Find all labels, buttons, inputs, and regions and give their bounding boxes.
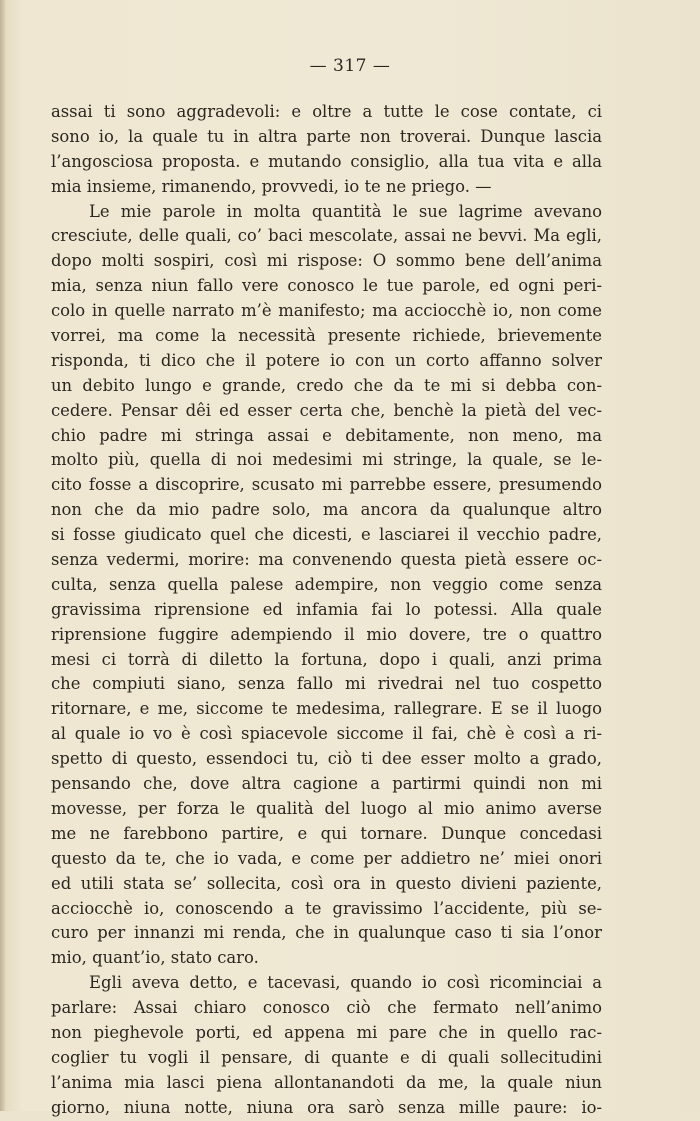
text-line: non pieghevole porti, ed appena mi pare che in quello rac-	[51, 1022, 602, 1042]
text-line: spetto di questo, essendoci tu, ciò ti dee esser molto a grado,	[51, 749, 602, 769]
text-line: cresciute, delle quali, co’ baci mescolate, assai ne bevvi. Ma egli,	[51, 226, 602, 246]
text-line: si fosse giudicato quel che dicesti, e lasciarei il vecchio padre,	[51, 525, 602, 545]
text-line: mia, senza niun fallo vere conosco le tue parole, ed ogni peri-	[51, 276, 602, 296]
text-line: dopo molti sospiri, così mi rispose: O sommo bene dell’anima	[51, 251, 602, 271]
page-number: — 317 —	[309, 56, 391, 76]
text-line: assai ti sono aggradevoli: e oltre a tutte le cose contate, ci	[51, 102, 602, 121]
text-line: mesi ci torrà di diletto la fortuna, dopo i quali, anzi prima	[51, 649, 602, 669]
text-line: l’anima mia lasci piena allontanandoti da me, la quale niun	[51, 1072, 602, 1092]
text-line: ed utili stata se’ sollecita, così ora in questo divieni paziente,	[51, 873, 602, 893]
text-line: giorno, niuna notte, niuna ora sarò senza mille paure: io-	[51, 1097, 602, 1117]
text-line: chio padre mi stringa assai e debitamente, non meno, ma	[51, 425, 602, 445]
text-line: al quale io vo è così spiacevole siccome il fai, chè è così a ri-	[51, 724, 602, 744]
text-line: vorrei, ma come la necessità presente richiede, brievemente	[51, 326, 602, 346]
text-line: non che da mio padre solo, ma ancora da qualunque altro	[51, 500, 602, 520]
text-line: che compiuti siano, senza fallo mi rivedrai nel tuo cospetto	[51, 674, 602, 694]
page-spine-shadow	[0, 0, 6, 1111]
text-line: acciocchè io, conoscendo a te gravissimo l’accidente, più se-	[51, 898, 602, 918]
text-line: coglier tu vogli il pensare, di quante e di quali sollecitudini	[51, 1047, 602, 1067]
text-line: l’angosciosa proposta. e mutando consiglio, alla tua vita e alla	[51, 151, 602, 171]
text-line: Egli aveva detto, e tacevasi, quando io così ricominciai a	[89, 973, 602, 993]
text-line: molto più, quella di noi medesimi mi stringe, la quale, se le-	[51, 450, 602, 470]
body-text	[51, 100, 602, 1121]
text-line: cito fosse a discoprire, scusato mi parrebbe essere, presumendo	[51, 475, 602, 495]
text-line: parlare: Assai chiaro conosco ciò che fermato nell’animo	[51, 998, 602, 1018]
text-line: colo in quelle narrato m’è manifesto; ma acciocchè io, non come	[51, 301, 602, 321]
text-line: riprensione fuggire adempiendo il mio dovere, tre o quattro	[51, 624, 602, 644]
text-line: un debito lungo e grande, credo che da te mi si debba con-	[51, 375, 602, 395]
text-line: cedere. Pensar dêi ed esser certa che, benchè la pietà del vec-	[51, 400, 602, 420]
text-line: sono io, la quale tu in altra parte non troverai. Dunque lascia	[51, 126, 602, 146]
text-line: senza vedermi, morire: ma convenendo questa pietà essere oc-	[51, 550, 602, 570]
text-line: culta, senza quella palese adempire, non veggio come senza	[51, 574, 602, 594]
text-line: gravissima riprensione ed infamia fai lo potessi. Alla quale	[51, 599, 602, 619]
text-line: mio, quant’io, stato caro.	[51, 948, 259, 968]
text-line: movesse, per forza le qualità del luogo al mio animo averse	[51, 798, 602, 818]
text-line: mia insieme, rimanendo, provvedi, io te ne priego. —	[51, 176, 492, 196]
text-line: Le mie parole in molta quantità le sue lagrime avevano	[89, 201, 602, 221]
text-line: ritornare, e me, siccome te medesima, rallegrare. E se il luogo	[51, 699, 602, 719]
text-line: risponda, ti dico che il potere io con un corto affanno solver	[51, 350, 602, 370]
text-line: curo per innanzi mi renda, che in qualunque caso ti sia l’onor	[51, 923, 602, 943]
text-line: me ne farebbono partire, e qui tornare. Dunque concedasi	[51, 823, 602, 843]
text-line: pensando che, dove altra cagione a partirmi quindi non mi	[51, 774, 602, 794]
text-line: questo da te, che io vada, e come per addietro ne’ miei onori	[51, 848, 602, 868]
